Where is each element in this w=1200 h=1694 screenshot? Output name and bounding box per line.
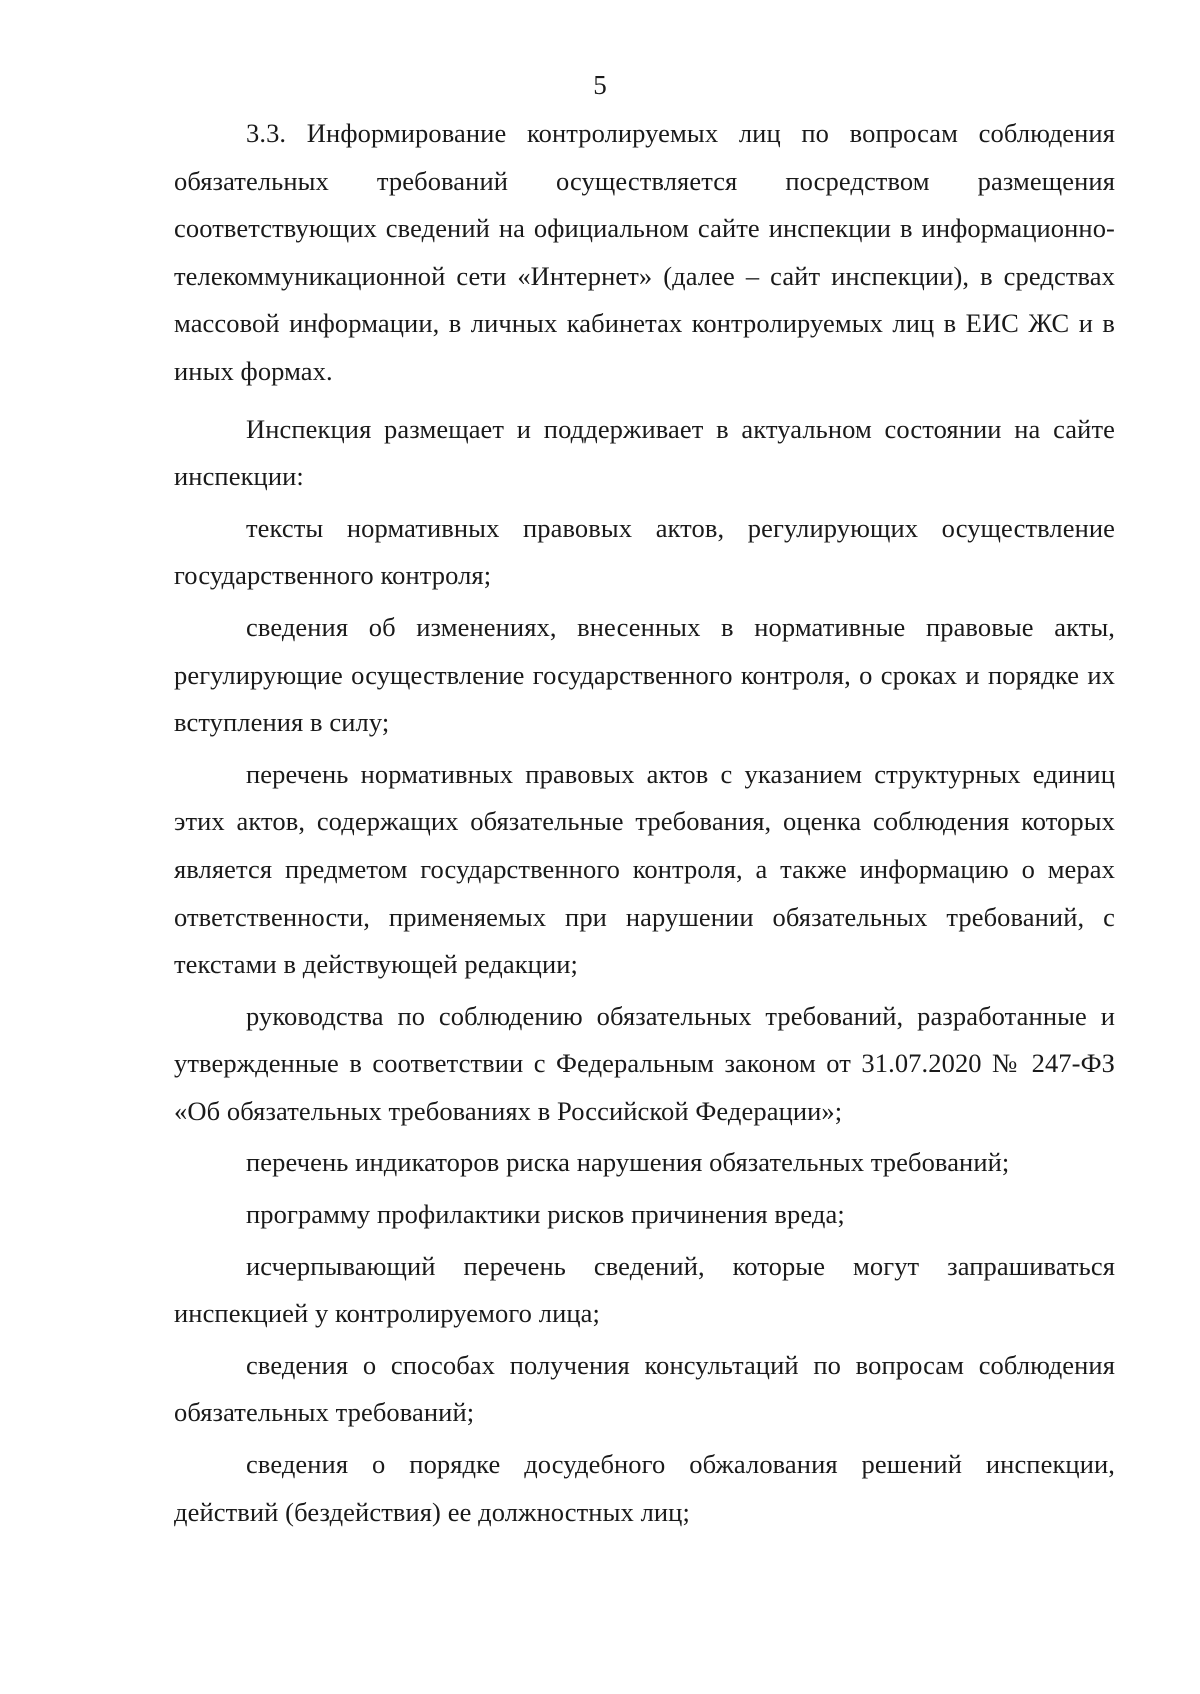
paragraph-3-3: 3.3. Информирование контролируемых лиц по вопросам соблюдения обязательных требований осуществляется посредством размещения соответствующих сведений на официальном сайте инспекции в информационно-телекоммуникационной сети «Интернет» (далее – сайт инспекции), в средствах массовой информации, в личных кабинетах контролируемых лиц в ЕИС ЖС и в иных формах. (174, 118, 1115, 386)
list-item: сведения о порядке досудебного обжалования решений инспекции, действий (бездействия) ее должностных лиц; (174, 1449, 1115, 1527)
list-item: исчерпывающий перечень сведений, которые могут запрашиваться инспекцией у контролируемого лица; (174, 1250, 1115, 1329)
list-item: программу профилактики рисков причинения вреда; (246, 1199, 845, 1230)
list-item: сведения о способах получения консультаций по вопросам соблюдения обязательных требований; (174, 1349, 1115, 1428)
page-number: 5 (593, 70, 607, 100)
list-item: перечень индикаторов риска нарушения обязательных требований; (246, 1147, 1010, 1178)
list-item: сведения об изменениях, внесенных в нормативные правовые акты, регулирующие осуществление государственного контроля, о сроках и порядке их вступления в силу; (174, 611, 1115, 738)
list-item: руководства по соблюдению обязательных требований, разработанные и утвержденные в соответствии с Федеральным законом от 31.07.2020 № 247-ФЗ «Об обязательных требованиях в Российской Федерации»; (174, 1000, 1115, 1126)
document-body (174, 110, 1115, 1536)
paragraph-inspection-posts: Инспекция размещает и поддерживает в актуальном состоянии на сайте инспекции: (174, 413, 1115, 492)
list-item: перечень нормативных правовых актов с указанием структурных единиц этих актов, содержащих обязательные требования, оценка соблюдения которых является предметом государственного контроля, а также информацию о мерах ответственности, применяемых при нарушении обязательных требований, с текстами в действующей редакции; (174, 758, 1115, 980)
list-item: тексты нормативных правовых актов, регулирующих осуществление государственного контроля; (174, 512, 1115, 591)
